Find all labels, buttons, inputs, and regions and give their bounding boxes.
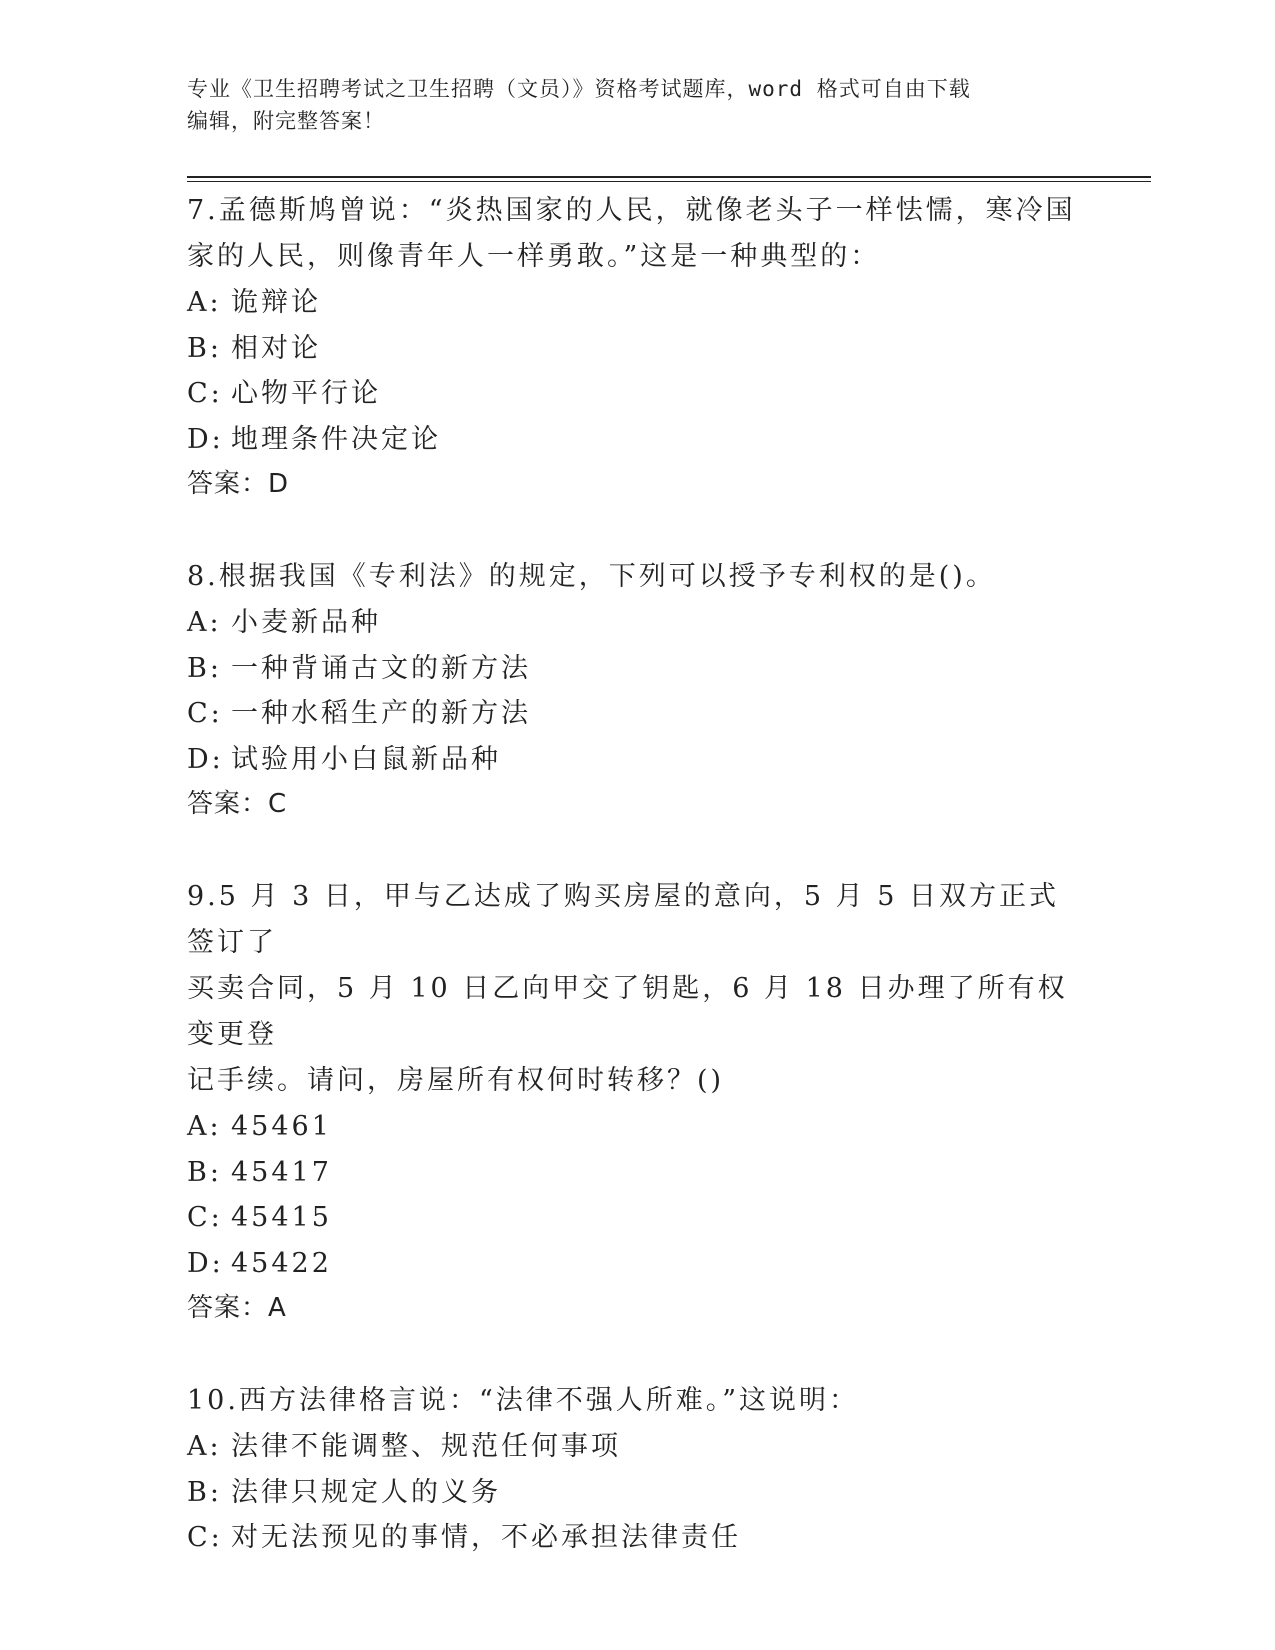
option-text: 心物平行论 (231, 378, 381, 409)
option-text: 地理条件决定论 (231, 423, 441, 455)
option-text: 45422 (231, 1247, 332, 1279)
option-text: 对无法预见的事情，不必承担法律责任 (231, 1522, 741, 1553)
option-key: C: (187, 378, 223, 409)
option-key: C: (187, 1202, 223, 1233)
option-c (187, 1515, 1087, 1561)
option-key: A: (187, 287, 222, 318)
option-d (187, 417, 1087, 463)
option-text: 45461 (231, 1111, 332, 1142)
option-c (187, 691, 1087, 737)
header-divider (187, 176, 1151, 178)
option-c (187, 371, 1087, 417)
question-gap (187, 506, 1087, 554)
question-stem-line: 9.5 月 3 日，甲与乙达成了购买房屋的意向，5 月 5 日双方正式签订了 (187, 881, 1059, 958)
option-key: A: (187, 607, 222, 638)
question-stem-line: 记手续。请问，房屋所有权何时转移？() (187, 1065, 725, 1096)
option-key: A: (187, 1431, 222, 1462)
option-b (187, 646, 1087, 692)
question-item (187, 188, 1087, 506)
option-key: D: (187, 743, 224, 775)
option-text: 一种背诵古文的新方法 (231, 652, 531, 684)
option-d (187, 1241, 1087, 1287)
question-stem-line: 7.孟德斯鸠曾说：“炎热国家的人民，就像老头子一样怯懦，寒冷国 (187, 195, 1076, 226)
option-text: 诡辩论 (231, 287, 321, 318)
option-text: 法律只规定人的义务 (231, 1476, 501, 1508)
option-text: 小麦新品种 (231, 607, 381, 638)
option-a (187, 280, 1087, 326)
option-d (187, 737, 1087, 783)
option-key: D: (187, 1247, 224, 1279)
option-key: B: (187, 1156, 222, 1188)
question-gap (187, 826, 1087, 874)
option-key: B: (187, 1476, 222, 1508)
option-key: D: (187, 423, 224, 455)
option-key: A: (187, 1111, 222, 1142)
option-b (187, 326, 1087, 372)
document-header (187, 73, 1087, 137)
option-a (187, 600, 1087, 646)
option-key: C: (187, 698, 223, 729)
option-key: B: (187, 332, 222, 364)
option-c (187, 1195, 1087, 1241)
question-stem-line: 家的人民，则像青年人一样勇敢。”这是一种典型的： (187, 241, 881, 272)
option-text: 法律不能调整、规范任何事项 (231, 1431, 621, 1462)
question-stem-line: 10.西方法律格言说：“法律不强人所难。”这说明： (187, 1385, 860, 1416)
header-intro-line: 编辑，附完整答案！ (187, 109, 385, 133)
header-intro-line: 专业《卫生招聘考试之卫生招聘（文员）》资格考试题库，word 格式可自由下载 (187, 77, 971, 101)
answer-line: 答案：D (187, 469, 290, 499)
option-a (187, 1104, 1087, 1150)
option-key: C: (187, 1522, 223, 1553)
header-divider-thin (187, 181, 1151, 182)
option-b (187, 1150, 1087, 1196)
option-text: 相对论 (231, 332, 321, 364)
question-stem-line: 买卖合同，5 月 10 日乙向甲交了钥匙，6 月 18 日办理了所有权变更登 (187, 973, 1068, 1050)
option-text: 一种水稻生产的新方法 (231, 698, 531, 729)
question-item (187, 1378, 1087, 1561)
question-item (187, 874, 1087, 1330)
question-item (187, 554, 1087, 826)
question-list (187, 188, 1087, 1561)
option-text: 45415 (231, 1202, 332, 1233)
option-a (187, 1424, 1087, 1470)
answer-line: 答案：C (187, 789, 288, 819)
question-gap (187, 1330, 1087, 1378)
option-text: 45417 (231, 1156, 332, 1188)
question-stem-line: 8.根据我国《专利法》的规定，下列可以授予专利权的是()。 (187, 561, 996, 592)
option-text: 试验用小白鼠新品种 (231, 743, 501, 775)
option-b (187, 1470, 1087, 1516)
answer-line: 答案：A (187, 1293, 287, 1323)
option-key: B: (187, 652, 222, 684)
